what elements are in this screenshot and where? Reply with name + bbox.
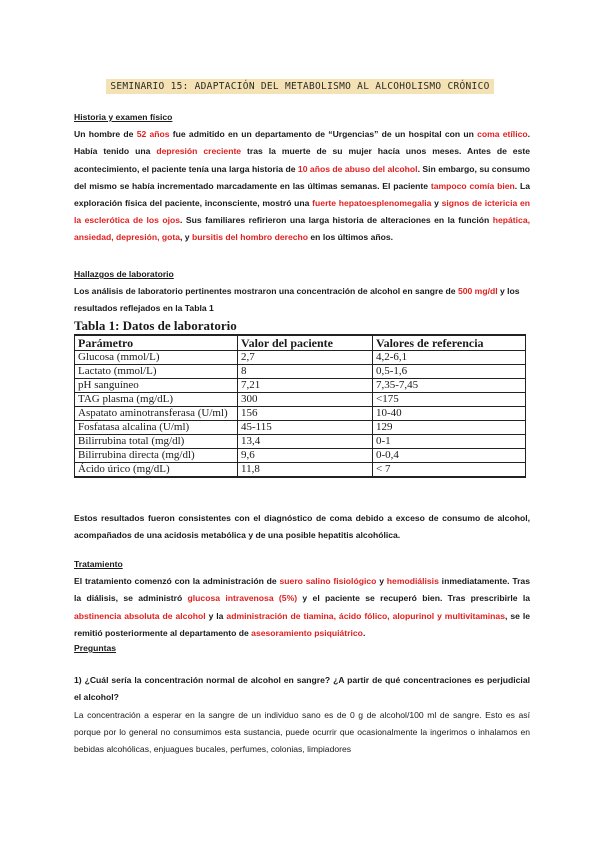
table-row: Glucosa (mmol/L) 2,7 4,2-6,1 xyxy=(75,351,526,365)
preguntas-heading: Preguntas xyxy=(74,643,117,653)
table-header-row xyxy=(75,335,526,351)
table-row: Bilirrubina total (mg/dl) 13,4 0-1 xyxy=(75,435,526,449)
historia-paragraph: Un hombre de 52 años fue admitido en un departamento de “Urgencias” de un hospital con un coma etílico. Había tenido una depresión creciente tras la muerte de su mujer hacía unos meses. Antes de este acontecimiento, el paciente tenía una larga historia de 10 años de abuso del alcohol. Sin embargo, su consumo del mismo se había incrementado marcadamente en las últimas semanas. El paciente tampoco comía bien. La exploración física del paciente, inconsciente, mostró una fuerte hepatoesplenomegalia y signos de ictericia en la esclerótica de los ojos. Sus familiares refirieron una larga historia de alteraciones en la función hepática, ansiedad, depresión, gota, y bursitis del hombro derecho en los últimos años. xyxy=(74,129,531,243)
lab-table xyxy=(74,334,526,478)
hallazgos-paragraph: Los análisis de laboratorio pertinentes mostraron una concentración de alcohol en sangre de 500 mg/dl y los resultados reflejados en la Tabla 1 xyxy=(74,286,520,314)
answer-1: La concentración a esperar en la sangre de un individuo sano es de 0 g de alcohol/100 ml de sangre. Esto es así porque por lo general no consumimos esta sustancia, puede ocurrir que ocasionalmente la ingerimos o inhalamos en bebidas alcohólicas, enjuagues bucales, perfumes, colonias, limpiadores xyxy=(74,709,530,755)
historia-section xyxy=(74,109,530,247)
tratamiento-paragraph: El tratamiento comenzó con la administración de suero salino fisiológico y hemodiálisis inmediatamente. Tras la diálisis, se administró glucosa intravenosa (5%) y el paciente se recuperó bien. Tras prescribirle la abstinencia absoluta de alcohol y la administración de tiamina, ácido fólico, alopurinol y multivitaminas, se le remitió posteriormente al departamento de asesoramiento psiquiátrico. xyxy=(74,576,531,638)
table-header: Parámetro xyxy=(75,335,238,351)
historia-heading: Historia y examen físico xyxy=(74,112,173,122)
hallazgos-heading: Hallazgos de laboratorio xyxy=(74,269,174,279)
table-row: Bilirrubina directa (mg/dl) 9,6 0-0,4 xyxy=(75,449,526,463)
table-row: Fosfatasa alcalina (U/ml) 45-115 129 xyxy=(75,421,526,435)
resultados-paragraph: Estos resultados fueron consistentes con el diagnóstico de coma debido a exceso de consumo de alcohol, acompañados de una acidosis metabólica y de una posible hepatitis alcohólica. xyxy=(74,513,530,541)
table-row: Aspatato aminotransferasa (U/ml) 156 10-40 xyxy=(75,407,526,421)
tratamiento-heading: Tratamiento xyxy=(74,559,123,569)
question-1: 1) ¿Cuál sería la concentración normal de alcohol en sangre? ¿A partir de qué concentraciones es perjudicial el alcohol? xyxy=(74,675,530,703)
table-row: pH sanguíneo 7,21 7,35-7,45 xyxy=(75,379,526,393)
hallazgos-section xyxy=(74,266,530,318)
lab-table-figure xyxy=(74,318,526,478)
table-header: Valor del paciente xyxy=(238,335,373,351)
table-header: Valores de referencia xyxy=(373,335,526,351)
preguntas-section xyxy=(74,640,530,758)
table-row: Lactato (mmol/L) 8 0,5-1,6 xyxy=(75,365,526,379)
tratamiento-section xyxy=(74,556,530,642)
table-row: Ácido úrico (mg/dL) 11,8 < 7 xyxy=(75,463,526,478)
table-caption: Tabla 1: Datos de laboratorio xyxy=(74,318,237,333)
document-title: SEMINARIO 15: ADAPTACIÓN DEL METABOLISMO AL ALCOHOLISMO CRÓNICO xyxy=(0,76,600,94)
table-row: TAG plasma (mg/dL) 300 <175 xyxy=(75,393,526,407)
